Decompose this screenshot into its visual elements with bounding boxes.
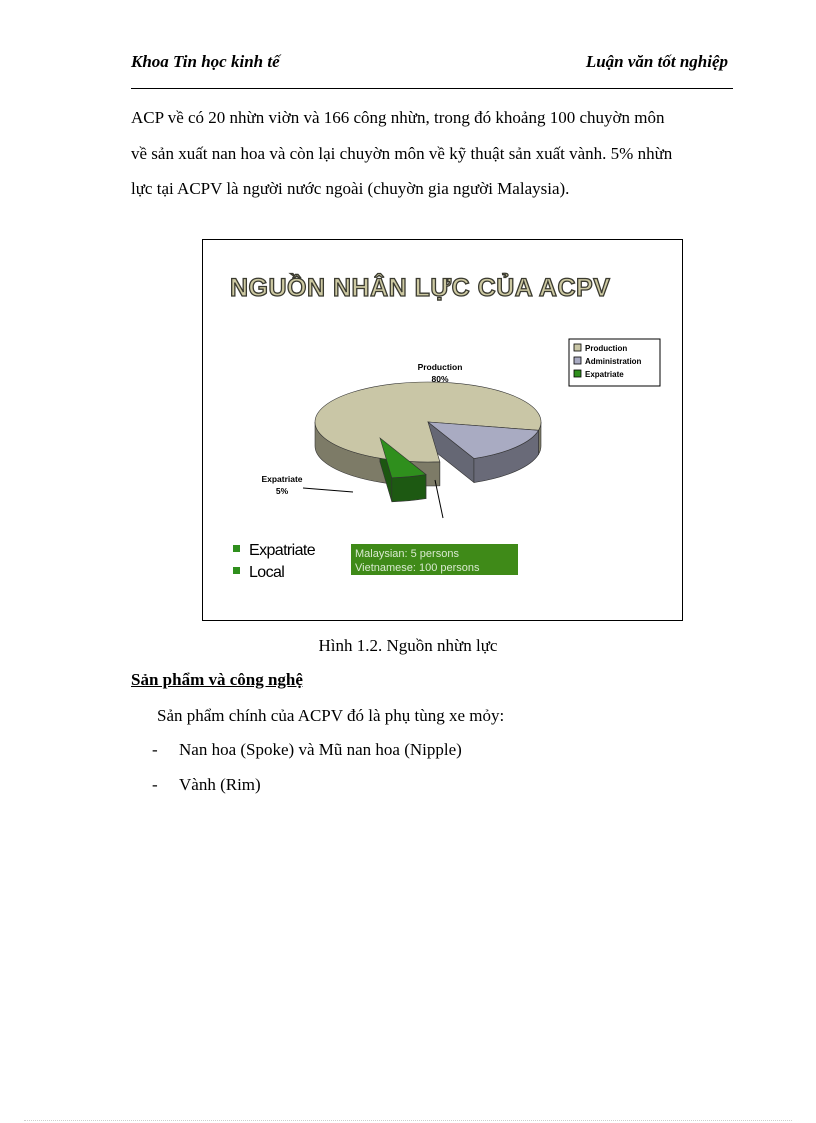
legend-label-production: Production bbox=[585, 344, 628, 353]
overlay-legend bbox=[233, 542, 316, 581]
header-document-type: Luận văn tốt nghiệp bbox=[585, 52, 728, 71]
overlay-legend-expatriate: Expatriate bbox=[249, 542, 316, 559]
section-heading: Sản phẩm và công nghệ bbox=[131, 670, 303, 689]
body-paragraph bbox=[131, 100, 729, 207]
bullet-dash: - bbox=[152, 775, 158, 794]
data-label-production-name: Production bbox=[417, 362, 463, 372]
figure-frame bbox=[202, 239, 683, 621]
paragraph-line-1: ACP về có 20 nhừn viờn và 166 công nhừn, trong đó khoảng 100 chuyờn môn bbox=[131, 108, 665, 127]
legend-swatch-production bbox=[574, 344, 581, 351]
paragraph-line-3: lực tại ACPV là người nước ngoài (chuyờn gia người Malaysia). bbox=[131, 179, 570, 198]
data-label-expatriate-value: 5% bbox=[275, 486, 289, 496]
leader-line-expatriate bbox=[303, 488, 353, 492]
chart-title: NGUỒN NHÂN LỰC CỦA ACPV bbox=[230, 274, 611, 302]
info-box bbox=[351, 544, 518, 575]
legend-label-administration: Administration bbox=[585, 357, 642, 366]
data-label-production-value: 80% bbox=[431, 374, 449, 384]
pie-rim-expatriate bbox=[392, 475, 426, 502]
legend-swatch-expatriate bbox=[574, 370, 581, 377]
pie-chart bbox=[203, 240, 682, 620]
chart-legend bbox=[569, 339, 660, 386]
list-item-text: Nan hoa (Spoke) và Mũ nan hoa (Nipple) bbox=[179, 740, 462, 759]
info-box-line-2: Vietnamese: 100 persons bbox=[355, 562, 480, 574]
figure-caption: Hình 1.2. Nguồn nhừn lực bbox=[318, 636, 498, 655]
list-item-text: Vành (Rim) bbox=[179, 775, 261, 794]
header-department: Khoa Tin học kinh tế bbox=[131, 52, 280, 71]
overlay-legend-local: Local bbox=[249, 564, 285, 581]
page-header bbox=[131, 52, 733, 78]
page-bottom-divider bbox=[24, 1120, 792, 1121]
section-intro: Sản phẩm chính của ACPV đó là phụ tùng xe mỏy: bbox=[157, 706, 505, 725]
bullet-dash: - bbox=[152, 740, 158, 759]
header-divider bbox=[131, 88, 733, 89]
pie-group bbox=[315, 382, 541, 502]
legend-swatch-administration bbox=[574, 357, 581, 364]
info-box-line-1: Malaysian: 5 persons bbox=[355, 548, 459, 560]
data-label-expatriate-name: Expatriate bbox=[261, 474, 303, 484]
paragraph-line-2: về sản xuất nan hoa và còn lại chuyờn môn về kỹ thuật sản xuất vành. 5% nhừn bbox=[131, 143, 673, 163]
legend-label-expatriate: Expatriate bbox=[585, 370, 624, 379]
